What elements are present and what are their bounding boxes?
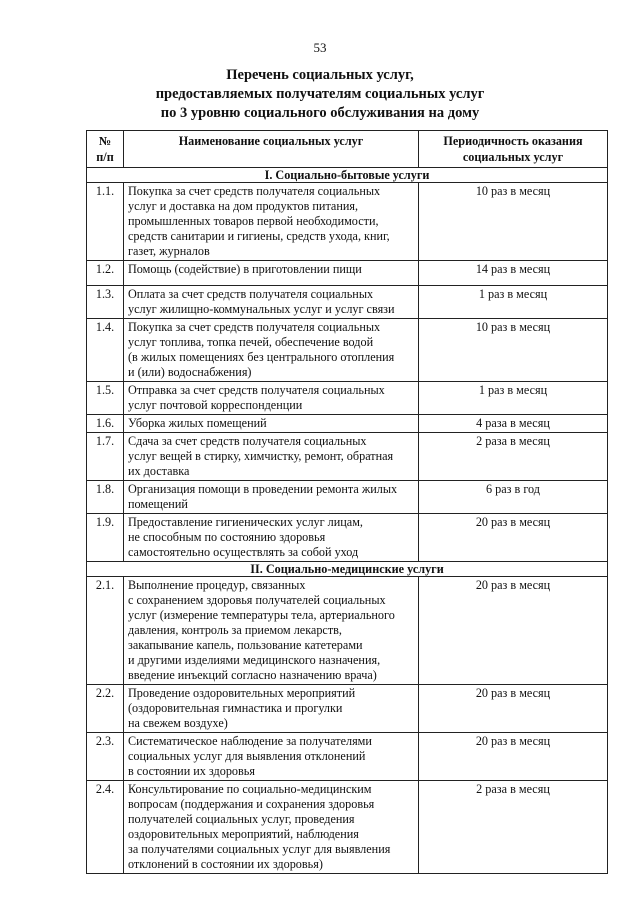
service-name-line: Помощь (содействие) в приготовлении пищи — [128, 262, 362, 276]
service-frequency: 2 раза в месяц — [419, 433, 608, 481]
service-name-line: промышленных товаров первой необходимости, — [128, 214, 379, 228]
service-frequency: 2 раза в месяц — [419, 781, 608, 874]
service-name-line: и другими изделиями медицинского назначения, — [128, 653, 381, 667]
service-name-line: услуг топлива, топка печей, обеспечение водой — [128, 335, 374, 349]
service-frequency: 1 раз в месяц — [419, 286, 608, 319]
service-name-line: газет, журналов — [128, 244, 210, 258]
row-number: 1.4. — [87, 319, 124, 382]
section-header-row — [87, 168, 608, 183]
header-number-line: № — [98, 134, 112, 148]
service-name-line: их доставка — [128, 464, 190, 478]
page-number: 53 — [313, 40, 327, 55]
table-row — [87, 415, 608, 433]
header-frequency-line: социальных услуг — [462, 150, 564, 164]
service-frequency: 6 раз в год — [419, 481, 608, 514]
service-name-line: закапывание капель, пользование катетерами — [128, 638, 363, 652]
header-number-line: п/п — [96, 150, 114, 164]
row-number: 1.8. — [87, 481, 124, 514]
service-name-line: Сдача за счет средств получателя социальных — [128, 434, 367, 448]
service-name-line: Выполнение процедур, связанных — [128, 578, 306, 592]
header-frequency — [419, 131, 608, 168]
service-name-line: (оздоровительная гимнастика и прогулки — [128, 701, 343, 715]
title-line-1: Перечень социальных услуг, — [226, 67, 414, 83]
table-row — [87, 733, 608, 781]
service-name — [124, 481, 419, 514]
row-number: 1.1. — [87, 183, 124, 261]
service-name-line: социальных услуг для выявления отклонений — [128, 749, 366, 763]
service-name-line: услуг жилищно-коммунальных услуг и услуг связи — [128, 302, 395, 316]
table-row — [87, 481, 608, 514]
row-number: 1.6. — [87, 415, 124, 433]
service-name-line: на свежем воздухе) — [128, 716, 228, 730]
table-row — [87, 382, 608, 415]
service-name-line: отклонений в состоянии их здоровья) — [128, 857, 323, 871]
row-number: 1.3. — [87, 286, 124, 319]
service-name — [124, 183, 419, 261]
service-frequency: 20 раз в месяц — [419, 685, 608, 733]
service-frequency: 10 раз в месяц — [419, 319, 608, 382]
header-number — [87, 131, 124, 168]
service-name-line: услуг и доставка на дом продуктов питания, — [128, 199, 359, 213]
row-number: 2.3. — [87, 733, 124, 781]
service-name — [124, 261, 419, 286]
service-name-line: введение инъекций согласно назначению врача) — [128, 668, 377, 682]
table-row — [87, 685, 608, 733]
service-name-line: с сохранением здоровья получателей социальных — [128, 593, 386, 607]
row-number: 1.2. — [87, 261, 124, 286]
table-row — [87, 286, 608, 319]
table-row — [87, 514, 608, 562]
table-body — [87, 168, 608, 874]
service-name-line: Организация помощи в проведении ремонта жилых — [128, 482, 398, 496]
service-name-line: самостоятельно осуществлять за собой уход — [128, 545, 359, 559]
service-name-line: не способным по состоянию здоровья — [128, 530, 326, 544]
service-name-line: Проведение оздоровительных мероприятий — [128, 686, 356, 700]
title-line-3: по 3 уровню социального обслуживания на дому — [160, 105, 480, 121]
service-frequency: 20 раз в месяц — [419, 514, 608, 562]
service-name-line: Покупка за счет средств получателя социальных — [128, 184, 381, 198]
service-name-line: давления, контроль за приемом лекарств, — [128, 623, 342, 637]
service-name-line: Уборка жилых помещений — [128, 416, 267, 430]
service-name-line: Покупка за счет средств получателя социальных — [128, 320, 381, 334]
header-service-name: Наименование социальных услуг — [124, 131, 419, 168]
section-title: II. Социально-медицинские услуги — [87, 562, 608, 577]
service-name — [124, 415, 419, 433]
row-number: 1.9. — [87, 514, 124, 562]
service-name — [124, 433, 419, 481]
table-row — [87, 183, 608, 261]
service-name — [124, 382, 419, 415]
service-name — [124, 685, 419, 733]
service-name-line: вопросам (поддержания и сохранения здоровья — [128, 797, 375, 811]
table-row — [87, 781, 608, 874]
table-row — [87, 319, 608, 382]
document-title — [0, 66, 640, 123]
service-frequency: 20 раз в месяц — [419, 733, 608, 781]
service-name-line: средств санитарии и гигиены, средств ухода, книг, — [128, 229, 390, 243]
service-name-line: услуг вещей в стирку, химчистку, ремонт, обратная — [128, 449, 394, 463]
header-frequency-line: Периодичность оказания — [443, 134, 583, 148]
service-frequency: 20 раз в месяц — [419, 577, 608, 685]
service-name — [124, 514, 419, 562]
service-frequency: 10 раз в месяц — [419, 183, 608, 261]
section-title: I. Социально-бытовые услуги — [87, 168, 608, 183]
service-name-line: Оплата за счет средств получателя социальных — [128, 287, 374, 301]
service-frequency: 1 раз в месяц — [419, 382, 608, 415]
service-name-line: Отправка за счет средств получателя социальных — [128, 383, 385, 397]
service-name-line: услуг почтовой корреспонденции — [128, 398, 303, 412]
table-row — [87, 433, 608, 481]
service-name — [124, 286, 419, 319]
service-name-line: за получателями социальных услуг для выявления — [128, 842, 391, 856]
table-row — [87, 577, 608, 685]
service-name — [124, 319, 419, 382]
table-row — [87, 261, 608, 286]
service-frequency: 14 раз в месяц — [419, 261, 608, 286]
service-name-line: оздоровительных мероприятий, наблюдения — [128, 827, 359, 841]
service-name — [124, 781, 419, 874]
row-number: 2.1. — [87, 577, 124, 685]
section-header-row — [87, 562, 608, 577]
service-name-line: в состоянии их здоровья — [128, 764, 255, 778]
service-name — [124, 577, 419, 685]
row-number: 2.2. — [87, 685, 124, 733]
service-name-line: и (или) водоснабжения) — [128, 365, 252, 379]
service-name — [124, 733, 419, 781]
table-header-row — [87, 131, 608, 168]
row-number: 2.4. — [87, 781, 124, 874]
service-name-line: услуг (измерение температуры тела, артериального — [128, 608, 395, 622]
services-table — [86, 130, 608, 874]
service-frequency: 4 раза в месяц — [419, 415, 608, 433]
service-name-line: Систематическое наблюдение за получателями — [128, 734, 372, 748]
row-number: 1.5. — [87, 382, 124, 415]
service-name-line: Консультирование по социально-медицинским — [128, 782, 372, 796]
service-name-line: помещений — [128, 497, 188, 511]
title-line-2: предоставляемых получателям социальных услуг — [155, 86, 485, 102]
row-number: 1.7. — [87, 433, 124, 481]
service-name-line: (в жилых помещениях без центрального отопления — [128, 350, 395, 364]
service-name-line: Предоставление гигиенических услуг лицам, — [128, 515, 363, 529]
service-name-line: получателей социальных услуг, проведения — [128, 812, 355, 826]
